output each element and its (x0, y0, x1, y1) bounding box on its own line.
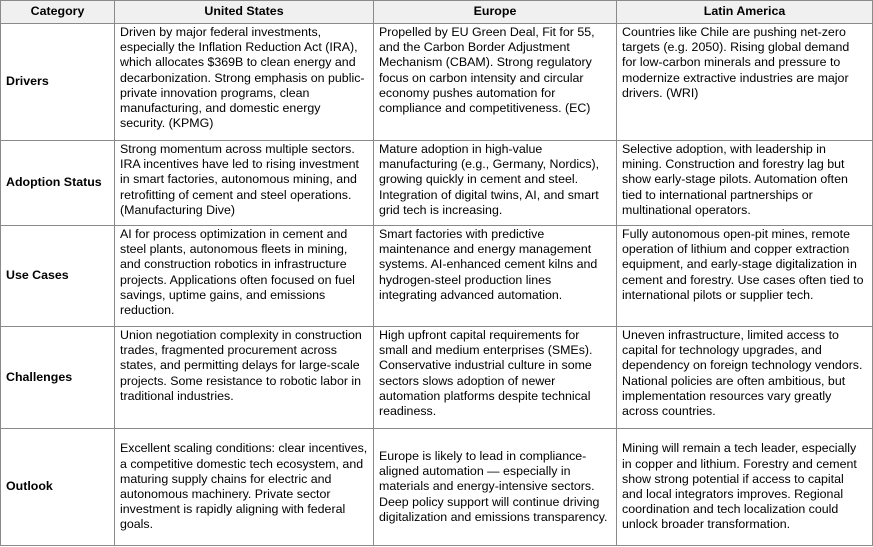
us-cell: Strong momentum across multiple sectors. IRA incentives have led to rising investment in smart factories, autonomous mining, and retrofitting of cement and steel operations. (Manufacturing Dive) (115, 141, 374, 226)
table-row-drivers (1, 24, 873, 141)
latam-cell: Countries like Chile are pushing net-zero targets (e.g. 2050). Rising global demand for low-carbon minerals and pressure to modernize extractive industries are major drivers. (WRI) (617, 24, 873, 141)
europe-cell: Mature adoption in high-value manufacturing (e.g., Germany, Nordics), growing quickly in cement and steel. Integration of digital twins, AI, and smart grid tech is increasing. (374, 141, 617, 226)
category-cell: Outlook (1, 429, 115, 546)
table-row-outlook (1, 429, 873, 546)
latam-cell: Fully autonomous open-pit mines, remote operation of lithium and copper extraction equipment, and early-stage digitalization in cement and forestry. Use cases often tied to international pilots or supplier tech. (617, 226, 873, 327)
us-cell: AI for process optimization in cement and steel plants, autonomous fleets in mining, and construction robotics in infrastructure projects. Applications often focused on fuel savings, uptime gains, and emissions reduction. (115, 226, 374, 327)
header-latin-america: Latin America (617, 1, 873, 24)
us-cell: Driven by major federal investments, especially the Inflation Reduction Act (IRA), which allocates $369B to clean energy and decarbonization. Strong emphasis on public-private innovation programs, clean manufacturing, and domestic energy security. (KPMG) (115, 24, 374, 141)
latam-cell: Selective adoption, with leadership in mining. Construction and forestry lag but show early-stage pilots. Automation often tied to international partnerships or multinational operators. (617, 141, 873, 226)
header-europe: Europe (374, 1, 617, 24)
header-united-states: United States (115, 1, 374, 24)
us-cell: Excellent scaling conditions: clear incentives, a competitive domestic tech ecosystem, and maturing supply chains for electric and autonomous machinery. Private sector investment is rapidly aligning with federal goals. (115, 429, 374, 546)
europe-cell: Propelled by EU Green Deal, Fit for 55, and the Carbon Border Adjustment Mechanism (CBAM). Strong regulatory focus on carbon intensity and circular economy pushes automation for compliance and competitiveness. (EC) (374, 24, 617, 141)
table-row-challenges (1, 327, 873, 429)
category-cell: Drivers (1, 24, 115, 141)
europe-cell: Europe is likely to lead in compliance-aligned automation — especially in materials and energy-intensive sectors. Deep policy support will continue driving digitalization and emissions transparency. (374, 429, 617, 546)
table-row-adoption-status (1, 141, 873, 226)
latam-cell: Uneven infrastructure, limited access to capital for technology upgrades, and dependency on foreign technology vendors. National policies are often ambitious, but implementation resources vary greatly across countries. (617, 327, 873, 429)
header-category: Category (1, 1, 115, 24)
table-row-use-cases (1, 226, 873, 327)
latam-cell: Mining will remain a tech leader, especially in copper and lithium. Forestry and cement show strong potential if access to capital and local integrators improves. Regional coordination and tech localization could unlock broader transformation. (617, 429, 873, 546)
europe-cell: Smart factories with predictive maintenance and energy management systems. AI-enhanced cement kilns and hydrogen-steel production lines integrating advanced automation. (374, 226, 617, 327)
category-cell: Use Cases (1, 226, 115, 327)
us-cell: Union negotiation complexity in construction trades, fragmented procurement across states, and permitting delays for large-scale projects. Some resistance to robotic labor in traditional industries. (115, 327, 374, 429)
category-cell: Adoption Status (1, 141, 115, 226)
category-cell: Challenges (1, 327, 115, 429)
europe-cell: High upfront capital requirements for small and medium enterprises (SMEs). Conservative industrial culture in some sectors slows adoption of newer automation platforms despite technical readiness. (374, 327, 617, 429)
table-header-row (1, 1, 873, 24)
